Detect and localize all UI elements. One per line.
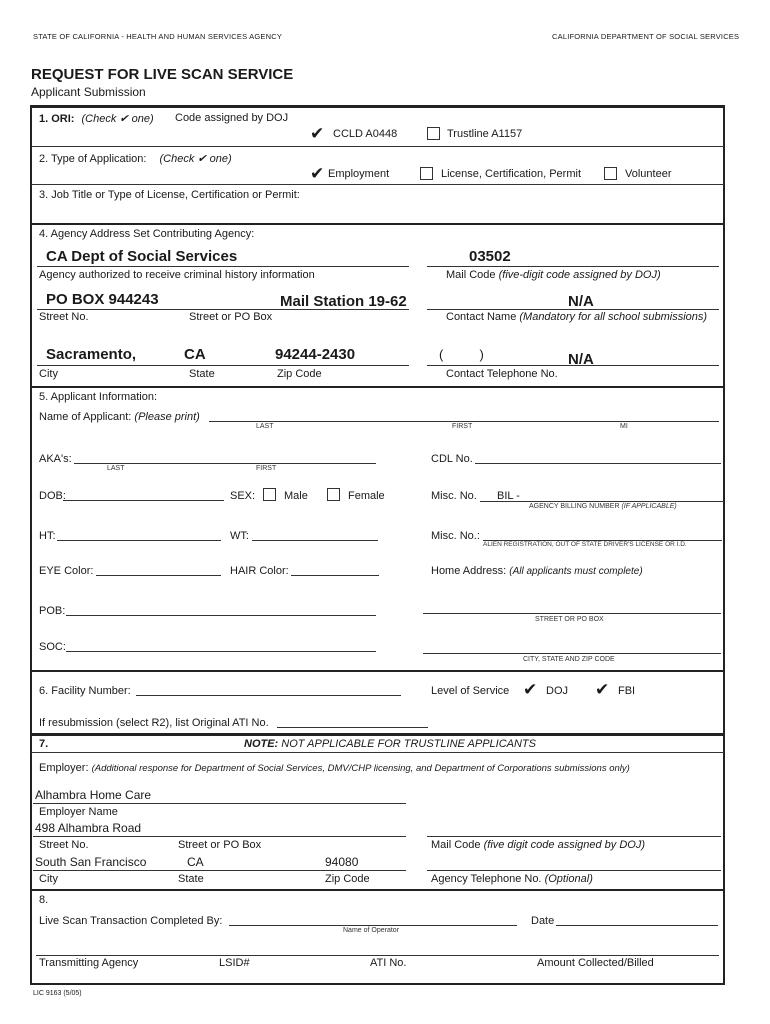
hair-color-field[interactable] [291, 575, 379, 576]
operator-caption: Name of Operator [343, 927, 400, 934]
employment-checkmark-icon[interactable]: ✔ [310, 164, 325, 184]
contact-name-note: (Mandatory for all school submissions) [519, 311, 708, 323]
employer-mail-code-text: Mail Code [431, 839, 481, 851]
applicant-info-label: 5. Applicant Information: [39, 391, 158, 403]
doj-checkmark-icon[interactable]: ✔ [523, 680, 538, 700]
home-address-label [431, 565, 643, 577]
billing-caption [529, 503, 677, 510]
contact-name-caption-text: Contact Name [446, 311, 517, 323]
street-value: PO BOX 944243 [46, 291, 159, 308]
frame-top-rule [30, 105, 725, 108]
employer-street-value: 498 Alhambra Road [35, 821, 142, 835]
field-line [427, 365, 719, 366]
dob-label: DOB: [39, 490, 66, 502]
pob-field[interactable] [66, 615, 376, 616]
ori-check-note: (Check ✔ one) [81, 113, 154, 125]
soc-field[interactable] [66, 651, 376, 652]
section-rule [30, 223, 725, 225]
frame-right-rule [723, 105, 725, 985]
lsid-caption: LSID# [219, 957, 250, 969]
section-rule [30, 386, 725, 388]
cdl-label: CDL No. [431, 453, 473, 465]
aka-first-caption: FIRST [256, 465, 277, 472]
job-title-label: 3. Job Title or Type of License, Certification or Permit: [39, 189, 300, 201]
doj-label: DOJ [546, 685, 568, 697]
field-line [427, 309, 719, 310]
misc-no-field[interactable] [480, 501, 724, 502]
zip-value: 94244-2430 [275, 346, 356, 363]
home-city-field[interactable] [423, 653, 721, 654]
license-checkbox[interactable] [420, 167, 433, 180]
mail-code-value: 03502 [469, 248, 511, 265]
facility-number-label: 6. Facility Number: [39, 685, 131, 697]
ccld-option-label: CCLD A0448 [333, 128, 398, 140]
applicant-name-text: Name of Applicant: [39, 411, 132, 423]
field-line [37, 266, 409, 267]
trustline-note-text: NOT APPLICABLE FOR TRUSTLINE APPLICANTS [281, 738, 536, 750]
field-line [37, 309, 409, 310]
employer-phone-field[interactable] [427, 870, 721, 871]
frame-left-rule [30, 105, 32, 985]
home-street-field[interactable] [423, 613, 721, 614]
employment-option-label: Employment [328, 168, 390, 180]
ati-caption: ATI No. [370, 957, 407, 969]
frame-bottom-rule [30, 983, 725, 985]
employer-label-text: Employer: [39, 762, 89, 774]
zip-caption: Zip Code [277, 368, 322, 380]
facility-number-field[interactable] [136, 695, 401, 696]
contact-name-value: N/A [568, 293, 594, 310]
employer-name-caption: Employer Name [39, 806, 118, 818]
aka-label: AKA's: [39, 453, 72, 465]
mail-code-note: (five-digit code assigned by DOJ) [498, 269, 661, 281]
date-label: Date [531, 915, 555, 927]
aka-field[interactable] [74, 463, 376, 464]
volunteer-option-label: Volunteer [625, 168, 672, 180]
billing-caption-text: AGENCY BILLING NUMBER [529, 503, 620, 510]
misc-no-label: Misc. No. [431, 490, 477, 502]
trustline-checkbox[interactable] [427, 127, 440, 140]
height-label: HT: [39, 530, 56, 542]
field-line [33, 803, 406, 804]
ori-code-label: Code assigned by DOJ [175, 112, 289, 124]
application-type-label [39, 152, 232, 165]
hair-color-label: HAIR Color: [230, 565, 289, 577]
dob-field[interactable] [63, 500, 224, 501]
resubmission-label: If resubmission (select R2), list Original ATI No. [39, 717, 269, 729]
level-of-service-label: Level of Service [431, 685, 510, 697]
soc-label: SOC: [39, 641, 66, 653]
employer-mail-code-field[interactable] [427, 836, 721, 837]
form-number-footer: LIC 9163 (5/05) [33, 990, 82, 997]
weight-field[interactable] [252, 540, 378, 541]
fbi-label: FBI [618, 685, 636, 697]
city-value: Sacramento, [46, 346, 137, 363]
employer-city-value: South San Francisco [35, 855, 147, 869]
state-value: CA [184, 346, 206, 363]
billing-caption-note: (IF APPLICABLE) [621, 503, 677, 510]
street-caption: Street No. [39, 311, 89, 323]
employer-phone-caption [431, 873, 593, 885]
street-po-caption: STREET OR PO BOX [535, 616, 604, 623]
female-label: Female [348, 490, 385, 502]
trustline-note-label: NOTE: [244, 738, 279, 750]
license-option-label: License, Certification, Permit [441, 168, 581, 180]
field-line [427, 266, 719, 267]
agency-caption: Agency authorized to receive criminal history information [39, 269, 315, 281]
pob-label: POB: [39, 605, 66, 617]
state-caption: State [189, 368, 215, 380]
section-rule [30, 670, 725, 672]
misc-no-value: BIL - [497, 490, 520, 502]
last-caption: LAST [256, 423, 274, 430]
resubmission-field[interactable] [277, 727, 428, 728]
section-rule [30, 733, 725, 736]
employer-name-value: Alhambra Home Care [35, 788, 152, 802]
mi-caption: MI [620, 423, 628, 430]
employer-street2-caption: Street or PO Box [178, 839, 262, 851]
employer-state-value: CA [187, 855, 204, 869]
agency-address-label: 4. Agency Address Set Contributing Agency: [39, 228, 255, 240]
fbi-checkmark-icon[interactable]: ✔ [595, 680, 610, 700]
volunteer-checkbox[interactable] [604, 167, 617, 180]
city-caption: City [39, 368, 58, 380]
section-8-label: 8. [39, 894, 49, 906]
phone-caption: Contact Telephone No. [446, 368, 558, 380]
street2-caption: Street or PO Box [189, 311, 273, 323]
alien-registration-caption: ALIEN REGISTRATION, OUT OF STATE DRIVER'S LICENSE OR I.D. [483, 541, 687, 548]
first-caption: FIRST [452, 423, 473, 430]
form-title: REQUEST FOR LIVE SCAN SERVICE [31, 66, 294, 83]
city-state-zip-caption: CITY, STATE AND ZIP CODE [523, 656, 615, 663]
mail-code-caption [446, 269, 661, 281]
employer-mail-code-caption [431, 839, 645, 851]
section-7-label: 7. [39, 738, 49, 750]
contact-name-caption [446, 311, 707, 323]
employer-phone-note: (Optional) [544, 873, 593, 885]
form-subtitle: Applicant Submission [31, 85, 146, 99]
application-type-note: (Check ✔ one) [159, 153, 232, 165]
transmitting-agency-caption: Transmitting Agency [39, 957, 139, 969]
employer-street-caption: Street No. [39, 839, 89, 851]
applicant-name-field[interactable] [209, 421, 719, 422]
employer-zip-value: 94080 [325, 855, 359, 869]
employer-mail-code-note: (five digit code assigned by DOJ) [483, 839, 646, 851]
transmitting-field[interactable] [36, 955, 719, 956]
trustline-option-label: Trustline A1157 [447, 128, 523, 140]
height-field[interactable] [57, 540, 221, 541]
employer-zip-caption: Zip Code [325, 873, 370, 885]
amount-caption: Amount Collected/Billed [537, 957, 654, 969]
applicant-name-label [39, 411, 200, 423]
aka-last-caption: LAST [107, 465, 125, 472]
application-type-text: 2. Type of Application: [39, 153, 147, 165]
eye-color-field[interactable] [96, 575, 221, 576]
ori-section-label [39, 112, 154, 125]
home-address-note: (All applicants must complete) [509, 566, 643, 577]
date-field[interactable] [556, 925, 718, 926]
agency-name-value: CA Dept of Social Services [46, 248, 238, 265]
applicant-name-note: (Please print) [134, 411, 200, 423]
mail-code-caption-text: Mail Code [446, 269, 496, 281]
street2-value: Mail Station 19-62 [280, 293, 407, 310]
employer-label [39, 762, 630, 774]
operator-field[interactable] [229, 925, 517, 926]
divider [31, 146, 724, 147]
weight-label: WT: [230, 530, 249, 542]
field-line [33, 870, 406, 871]
phone-value: N/A [568, 351, 594, 368]
field-line [37, 365, 409, 366]
completed-by-label: Live Scan Transaction Completed By: [39, 915, 223, 927]
employer-state-caption: State [178, 873, 204, 885]
male-checkbox[interactable] [263, 488, 276, 501]
misc-no-2-label: Misc. No.: [431, 530, 480, 542]
male-label: Male [284, 490, 308, 502]
ori-label: 1. ORI: [39, 113, 75, 125]
cdl-field[interactable] [475, 463, 721, 464]
female-checkbox[interactable] [327, 488, 340, 501]
phone-parens: ( ) [439, 347, 484, 362]
department-header: CALIFORNIA DEPARTMENT OF SOCIAL SERVICES [552, 32, 740, 41]
home-address-text: Home Address: [431, 565, 507, 577]
divider [31, 184, 724, 185]
divider [31, 752, 724, 753]
agency-header: STATE OF CALIFORNIA - HEALTH AND HUMAN SERVICES AGENCY [33, 32, 283, 41]
employer-city-caption: City [39, 873, 58, 885]
sex-label: SEX: [230, 490, 256, 502]
trustline-note [244, 738, 536, 750]
section-rule [30, 889, 725, 891]
employer-note: (Additional response for Department of Social Services, DMV/CHP licensing, and Department of Corporations submissions only) [91, 763, 630, 774]
ccld-checkmark-icon[interactable]: ✔ [310, 124, 325, 144]
field-line [33, 836, 406, 837]
eye-color-label: EYE Color: [39, 565, 94, 577]
employer-phone-text: Agency Telephone No. [431, 873, 542, 885]
